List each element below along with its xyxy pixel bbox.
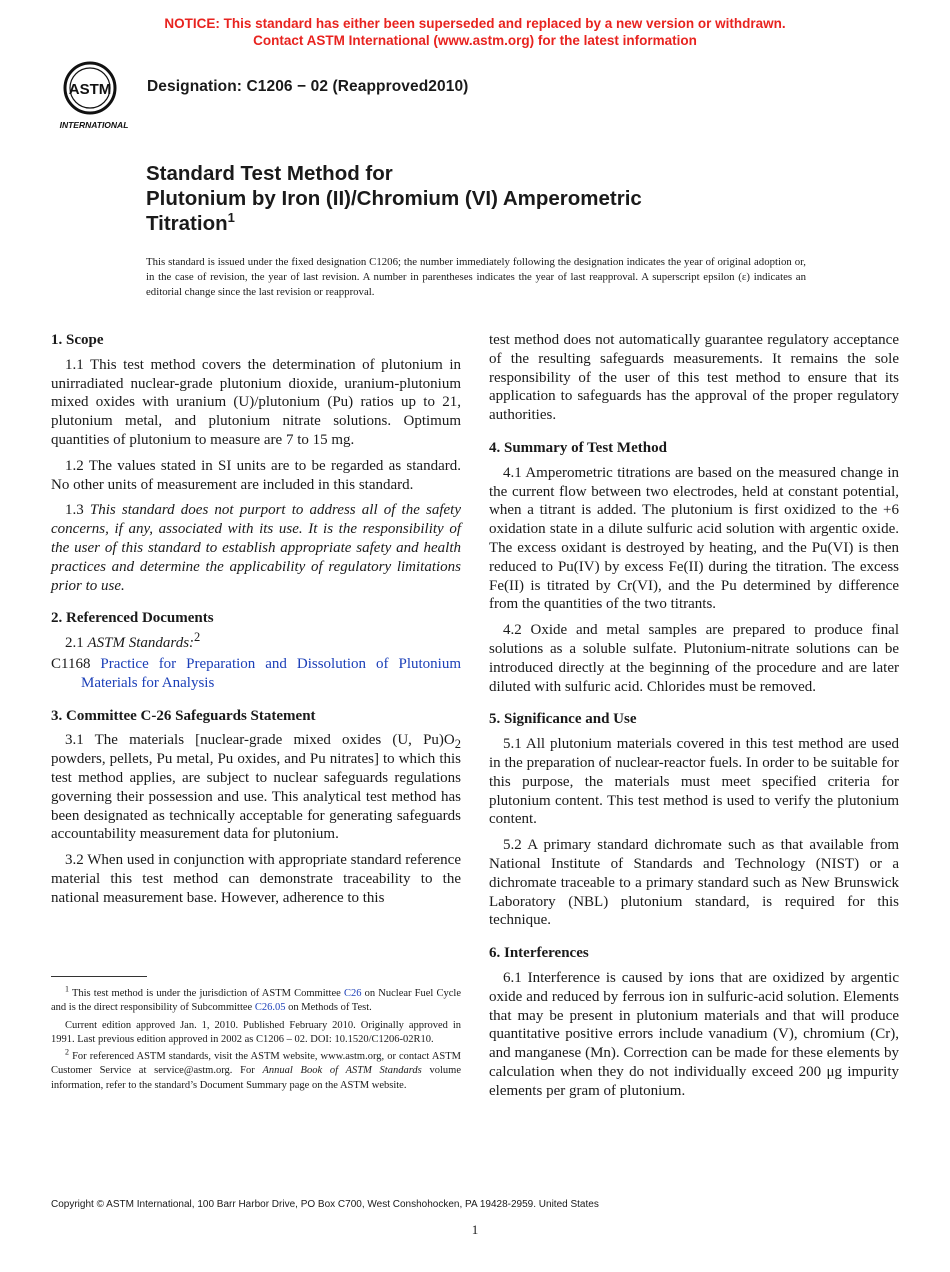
footnote-edition: Current edition approved Jan. 1, 2010. Published February 2010. Originally approved in 1991. Last previous edition approved in 2002 as C1206 – 02. DOI: 10.1520/C1206-02R10. — [51, 1019, 461, 1045]
notice-line-2: Contact ASTM International (www.astm.org) for the latest information — [253, 33, 697, 48]
paragraph-1-1: 1.1 This test method covers the determination of plutonium in unirradiated nuclear-grade plutonium dioxide, uranium-plutonium mixed oxides with uranium (U)/plutonium (Pu) ratios up to 21, plutonium metal, and plutonium nitrate solutions. Optimum quantities of plutonium to measure are 7 to 15 mg. — [51, 356, 461, 448]
section-heading-referenced-documents: 2. Referenced Documents — [51, 610, 214, 627]
ref-code: C1168 — [51, 655, 91, 672]
paragraph-5-1: 5.1 All plutonium materials covered in this test method are used in the preparation of nuclear-reactor fuels. In order to be suitable for this purpose, the materials must meet specified criteria for plutonium content. This test method is used to verify the plutonium content. — [489, 736, 899, 828]
title-line-2: Plutonium by Iron (II)/Chromium (VI) Amperometric — [146, 187, 642, 210]
document-title — [146, 161, 846, 236]
paragraph-2-1: 2.1 ASTM Standards:$^2$ — [65, 630, 201, 652]
paragraph-1-2: 1.2 The values stated in SI units are to be regarded as standard. No other units of measurement are included in this standard. — [51, 457, 461, 493]
section-heading-interferences: 6. Interferences — [489, 945, 589, 962]
logo-subtext: INTERNATIONAL — [59, 120, 129, 130]
paragraph-4-1: 4.1 Amperometric titrations are based on the measured change in the current flow between two electrodes, held at constant potential, when a titrant is added. The plutonium is first oxidized to the +6 oxidation state in a dilute sulfuric acid solution with argentic oxide. The excess oxidant is destroyed by heating, and the Pu(VI) is then reduced to Pu(IV) by excess Fe(II) during the titration. The excess Fe(II) is titrated by Cr(VI), and the Pu determined by difference from the quantities of the two titrants. — [489, 464, 899, 613]
footnote-2: $^2$ For referenced ASTM standards, visit the ASTM website, www.astm.org, or contact ASTM Customer Service at service@astm.org. For Annual Book of ASTM Standards volume information, refer to the standard’s Document Summary page on the ASTM website. — [51, 1047, 461, 1091]
paragraph-3-2-continued: test method does not automatically guarantee regulatory acceptance of the resulting safeguards measurements. It remains the sole responsibility of the user of this test method to ensure that its application to safeguards has the approval of the proper regulatory authorities. — [489, 332, 899, 424]
supersession-notice — [0, 15, 950, 49]
title-footnote-mark: 1 — [227, 210, 235, 226]
title-line-3: Titration$^1$ — [146, 210, 235, 235]
designation: Designation: C1206 − 02 (Reapproved2010) — [147, 78, 469, 95]
left-column — [51, 331, 461, 915]
footnote-divider — [51, 976, 147, 977]
section-heading-scope: 1. Scope — [51, 332, 104, 348]
section-heading-significance: 5. Significance and Use — [489, 711, 637, 728]
astm-logo — [52, 58, 136, 132]
notice-line-1: NOTICE: This standard has either been superseded and replaced by a new version or withdrawn. — [164, 16, 786, 31]
paragraph-5-2: 5.2 A primary standard dichromate such as that available from National Institute of Standards and Technology (NIST) or a dichromate traceable to a primary standard such as New Brunswick Laboratory (NBL) plutonium standard, is required for this technique. — [489, 837, 899, 929]
right-column — [489, 331, 899, 1107]
paragraph-6-1: 6.1 Interference is caused by ions that are oxidized by argentic oxide and reduced by ferrous ion in sulfuric-acid solution. Elements that may be present in plutonium materials and that will produce quantitative positive errors include vanadium (V), chromium (Cr), and manganese (Mn). Correction can be made for these elements by calculation when they do not individually exceed 200 μg impurity elements per gram of plutonium. — [489, 969, 899, 1099]
title-line-1: Standard Test Method for — [146, 162, 393, 185]
section-heading-committee: 3. Committee C-26 Safeguards Statement — [51, 707, 316, 724]
page-number: 1 — [471, 1222, 479, 1237]
paragraph-3-2: 3.2 When used in conjunction with appropriate standard reference material this test method can demonstrate traceability to the national measurement base. However, adherence to this — [51, 852, 461, 906]
section-heading-summary: 4. Summary of Test Method — [489, 439, 667, 456]
paragraph-3-1: 3.1 The materials [nuclear-grade mixed oxides (U, $Pu)O_2$ powders, pellets, Pu metal, Pu oxides, and Pu nitrates] to which this test method applies, are subject to nuclear safeguards regulations governing their possession and use. This analytical test method has been designated as technically acceptable for generating safeguards accountability measurement data for plutonium. — [51, 732, 461, 843]
referenced-standard — [51, 655, 461, 693]
subcommittee-c26-05-link[interactable]: C26.05 — [254, 1002, 286, 1014]
committee-c26-link[interactable]: C26 — [343, 988, 362, 999]
paragraph-1-3: 1.3 This standard does not purport to address all of the safety concerns, if any, associated with its use. It is the responsibility of the user of this standard to establish appropriate safety and health practices and determine the applicability of regulatory limitations prior to use. — [51, 502, 462, 594]
logo-wordmark: ASTM — [68, 81, 112, 98]
footnotes — [51, 984, 461, 1096]
ref-link-c1168[interactable]: Practice for Preparation and Dissolution of Plutonium Materials for Analysis — [81, 655, 461, 691]
footnote-1: $^1$ This test method is under the jurisdiction of ASTM Committee C26 on Nuclear Fuel Cycle and is the direct responsibility of Subcommittee C26.05 on Methods of Test. — [51, 984, 461, 1014]
paragraph-4-2: 4.2 Oxide and metal samples are prepared to produce final solutions as a soluble sulfate. Plutonium-nitrate solutions can be introduced directly at the beginning of the procedure and are later diluted with sulfuric acid. Chlorides must be removed. — [489, 622, 899, 695]
copyright-line: Copyright © ASTM International, 100 Barr Harbor Drive, PO Box C700, West Conshohocken, PA 19428-2959. United States — [51, 1199, 599, 1210]
preamble: This standard is issued under the fixed designation C1206; the number immediately following the designation indicates the year of original adoption or, in the case of revision, the year of last revision. A number in parentheses indicates the year of last reapproval. A superscript epsilon (ε) indicates an editorial change since the last revision or reapproval. — [146, 256, 806, 299]
